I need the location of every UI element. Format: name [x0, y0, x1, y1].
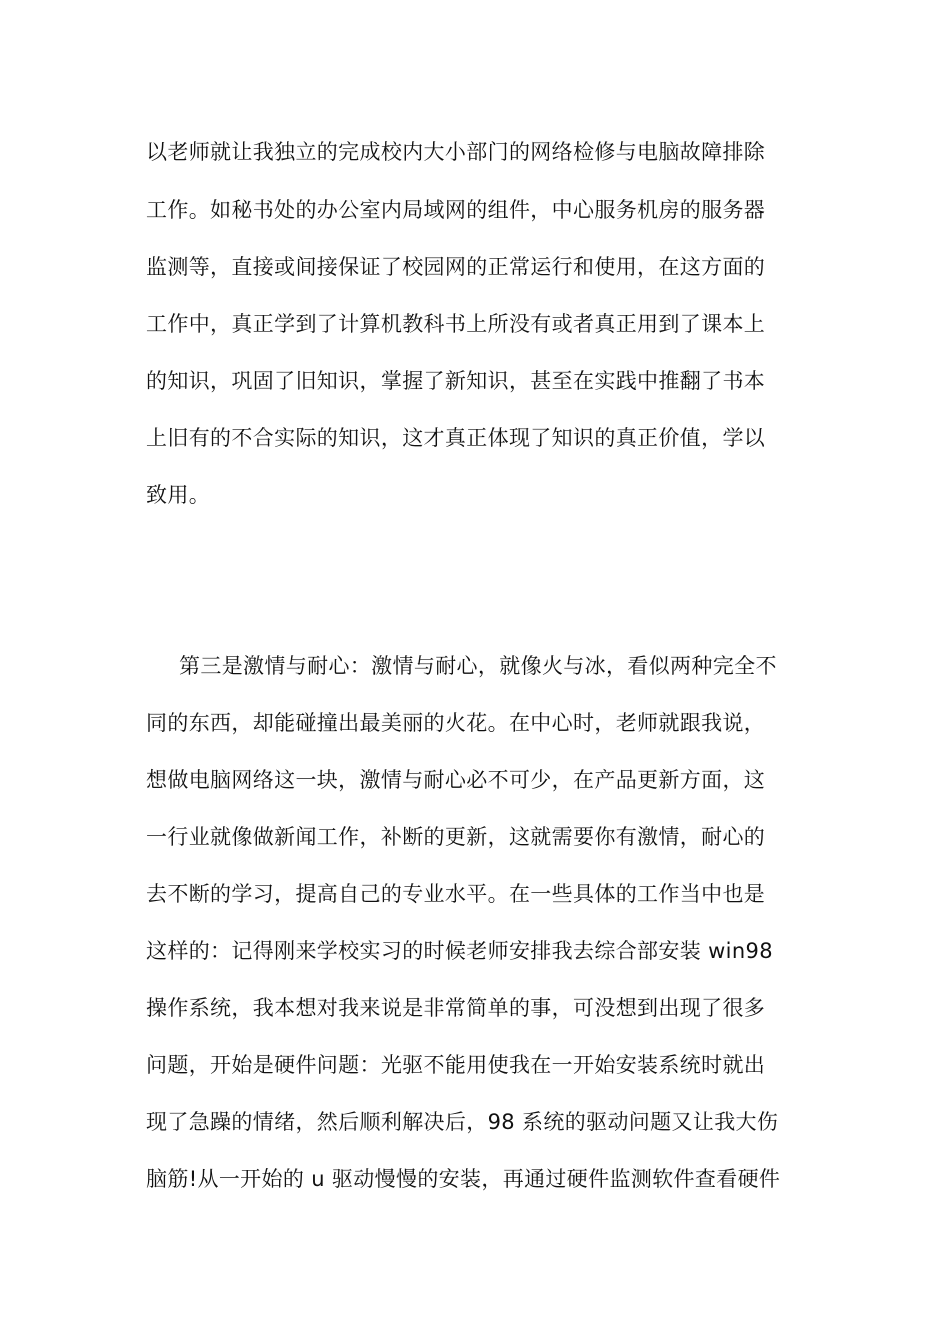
paragraph-2-line-10: 脑筋!从一开始的 u 驱动慢慢的安装，再通过硬件监测软件查看硬件	[146, 1167, 781, 1191]
paragraph-2-line-8: 问题，开始是硬件问题：光驱不能用使我在一开始安装系统时就出	[146, 1053, 766, 1077]
paragraph-1-line-3: 监测等，直接或间接保证了校园网的正常运行和使用，在这方面的	[146, 255, 766, 279]
paragraph-2-line-4: 一行业就像做新闻工作，补断的更新，这就需要你有激情，耐心的	[146, 825, 766, 849]
paragraph-1-line-4: 工作中，真正学到了计算机教科书上所没有或者真正用到了课本上	[146, 312, 766, 336]
paragraph-1-line-2: 工作。如秘书处的办公室内局域网的组件，中心服务机房的服务器	[146, 198, 766, 222]
paragraph-2-line-9: 现了急躁的情绪，然后顺利解决后，98 系统的驱动问题又让我大伤	[146, 1110, 779, 1134]
paragraph-2-line-7: 操作系统，我本想对我来说是非常简单的事，可没想到出现了很多	[146, 996, 766, 1020]
paragraph-2-line-6: 这样的：记得刚来学校实习的时候老师安排我去综合部安装 win98	[146, 939, 773, 963]
paragraph-1-line-5: 的知识，巩固了旧知识，掌握了新知识，甚至在实践中推翻了书本	[146, 369, 766, 393]
paragraph-2-line-2: 同的东西，却能碰撞出最美丽的火花。在中心时，老师就跟我说，	[146, 711, 766, 735]
paragraph-1-line-6: 上旧有的不合实际的知识，这才真正体现了知识的真正价值，学以	[146, 426, 766, 450]
paragraph-2-line-3: 想做电脑网络这一块，激情与耐心必不可少，在产品更新方面，这	[146, 768, 766, 792]
paragraph-2-line-5: 去不断的学习，提高自己的专业水平。在一些具体的工作当中也是	[146, 882, 766, 906]
paragraph-2-line-1: 第三是激情与耐心：激情与耐心，就像火与冰，看似两种完全不	[179, 654, 777, 678]
paragraph-1-line-7: 致用。	[146, 483, 211, 507]
paragraph-1-line-1: 以老师就让我独立的完成校内大小部门的网络检修与电脑故障排除	[146, 140, 766, 164]
